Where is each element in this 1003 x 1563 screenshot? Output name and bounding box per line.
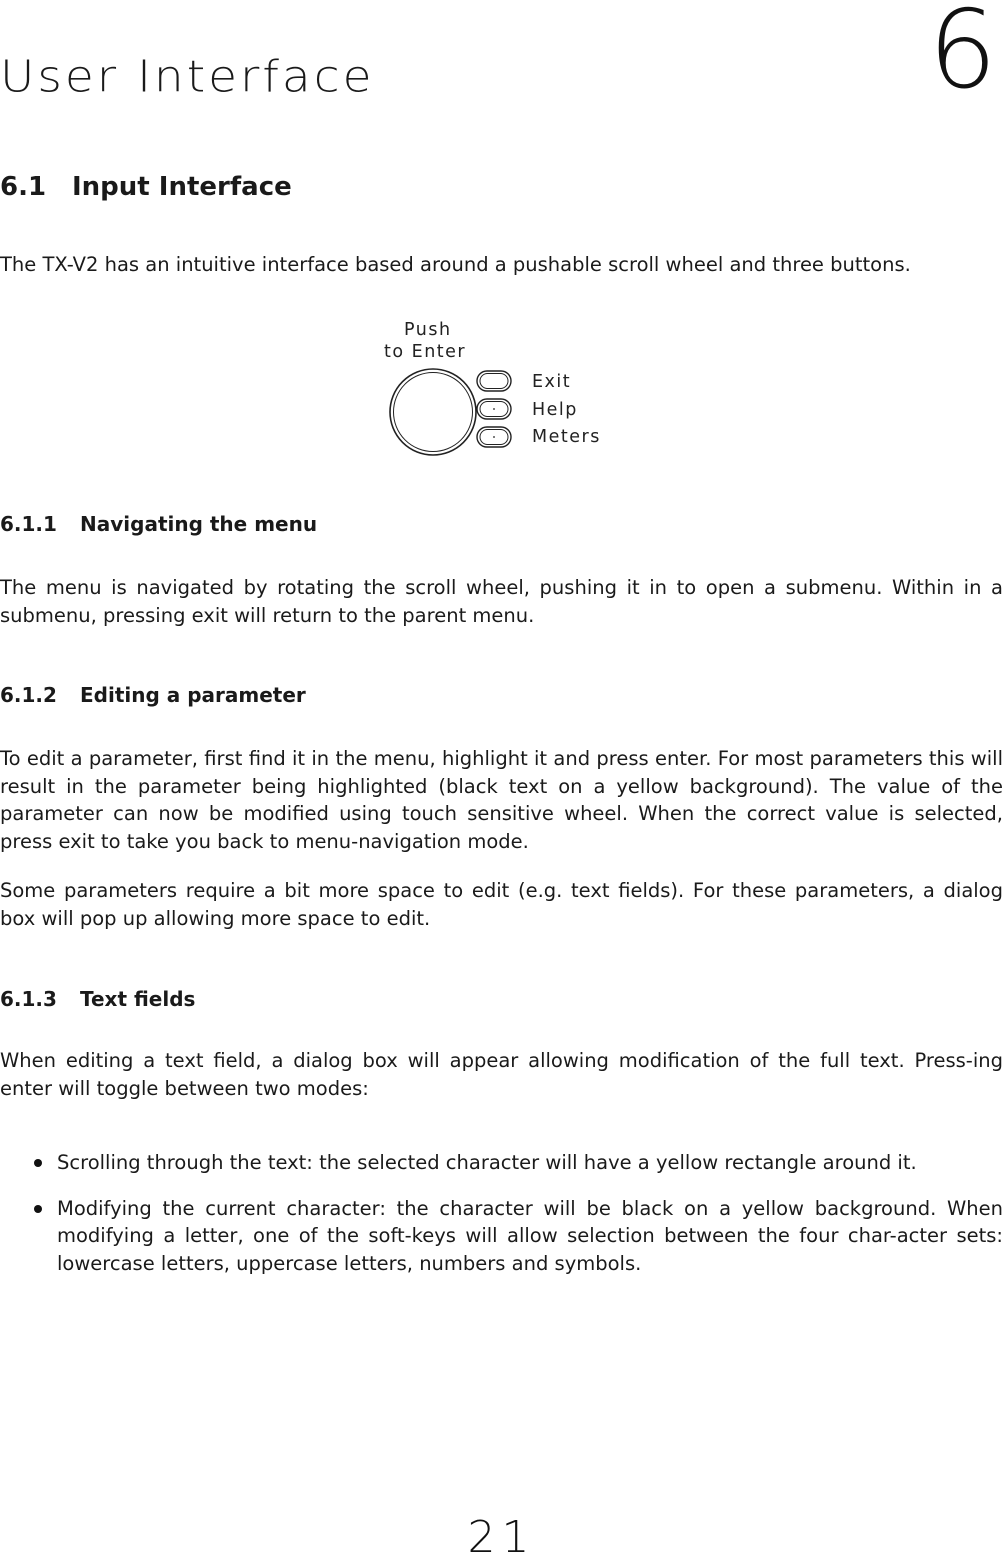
section-number: 6.1 xyxy=(0,172,47,202)
page-number: 21 xyxy=(467,1512,536,1563)
subsection-heading-editing xyxy=(0,683,306,707)
list-item xyxy=(0,1149,1003,1177)
subsection-title: Navigating the menu xyxy=(80,512,318,536)
subsection-number: 6.1.1 xyxy=(0,512,57,536)
bullet-icon xyxy=(34,1159,42,1167)
subsection-title: Editing a parameter xyxy=(80,683,306,707)
subsection-number: 6.1.3 xyxy=(0,987,57,1011)
section-heading xyxy=(0,172,292,202)
chapter-title: User Interface xyxy=(0,52,375,103)
navigating-paragraph: The menu is navigated by rotating the scroll wheel, pushing it in to open a submenu. Within in a submenu, pressing exit will return to the parent menu. xyxy=(0,576,1003,627)
subsection-number: 6.1.2 xyxy=(0,683,57,707)
meters-key-icon xyxy=(477,427,511,447)
meters-button-label: Meters xyxy=(532,427,601,447)
list-item-text: Modifying the current character: the character will be black on a yellow background. When modifying a letter, one of the soft-keys will allow selection between the four char-acter sets: lowercase letters, uppercase letters, numbers and symbols. xyxy=(57,1196,1003,1275)
editing-paragraph-1: To edit a parameter, first find it in the menu, highlight it and press enter. For most parameters this will result in the parameter being highlighted (black text on a yellow background). The value of the parameter can now be modified using touch sensitive wheel. When the correct value is selected, press exit to take you back to menu-navigation mode. xyxy=(0,747,1003,853)
section-title: Input Interface xyxy=(72,172,292,202)
wheel-label-enter: to Enter xyxy=(384,342,467,362)
bullet-icon xyxy=(34,1205,42,1213)
subsection-heading-navigating xyxy=(0,512,317,536)
exit-key-icon xyxy=(477,371,511,391)
wheel-label-push: Push xyxy=(404,320,452,340)
text-field-modes-list xyxy=(0,1149,1003,1295)
chapter-number: 6 xyxy=(928,0,997,113)
help-button-label: Help xyxy=(532,400,578,420)
list-item xyxy=(0,1195,1003,1278)
scroll-wheel-icon xyxy=(390,369,476,455)
subsection-title: Text fields xyxy=(80,987,196,1011)
intro-paragraph: The TX-V2 has an intuitive interface based around a pushable scroll wheel and three buttons. xyxy=(0,253,911,276)
subsection-heading-text-fields xyxy=(0,987,195,1011)
controls-drawing xyxy=(380,366,530,466)
editing-paragraph-2: Some parameters require a bit more space to edit (e.g. text fields). For these parameters, a dialog box will pop up allowing more space to edit. xyxy=(0,879,1003,930)
exit-button-label: Exit xyxy=(532,372,572,392)
text-fields-paragraph: When editing a text field, a dialog box will appear allowing modification of the full text. Press-ing enter will toggle between two modes: xyxy=(0,1049,1003,1100)
controls-diagram xyxy=(380,318,640,463)
list-item-text: Scrolling through the text: the selected character will have a yellow rectangle around it. xyxy=(57,1151,917,1174)
help-key-icon xyxy=(477,399,511,419)
